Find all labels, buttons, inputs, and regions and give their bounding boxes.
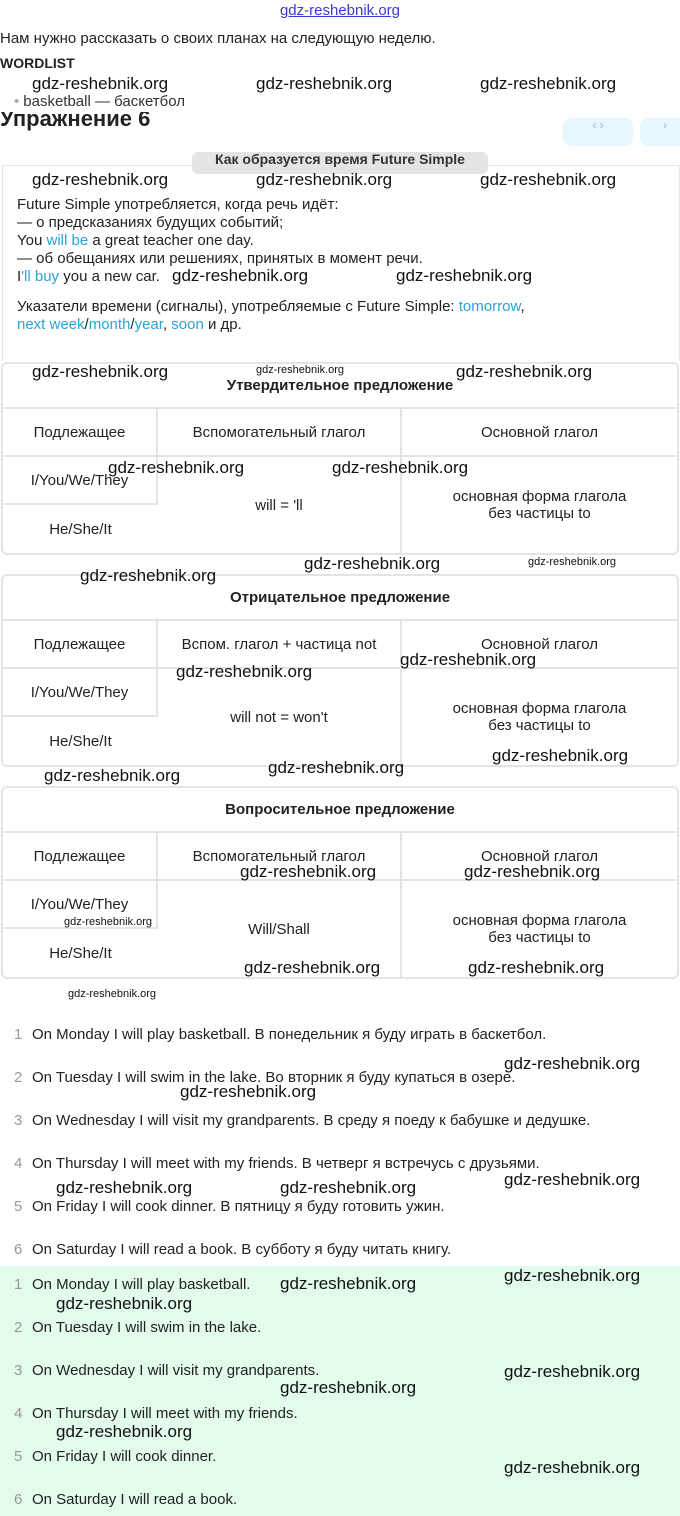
col-header: Основной глагол	[402, 833, 677, 881]
watermark: gdz-reshebnik.org	[280, 1178, 417, 1197]
watermark: gdz-reshebnik.org	[172, 266, 309, 285]
subject-cell: I/You/We/They	[3, 669, 158, 717]
sentence-item: 2 On Tuesday I will swim in the lake. Во вторник я буду купаться в озере.	[14, 1069, 516, 1086]
theory-signals: Указатели времени (сигналы), употребляемые с Future Simple: tomorrow,	[17, 298, 525, 315]
answer-item: 2 On Tuesday I will swim in the lake.	[14, 1319, 262, 1336]
watermark: gdz-reshebnik.org	[32, 170, 169, 189]
watermark: gdz-reshebnik.org	[56, 1422, 193, 1441]
sentence-item: 3 On Wednesday I will visit my grandparents. В среду я поеду к бабушке и дедушке.	[14, 1112, 591, 1129]
exercise-title: Упражнение 6	[0, 112, 151, 131]
col-header: Вспом. глагол + частица not	[158, 621, 402, 669]
subject-cell: He/She/It	[49, 944, 112, 962]
answer-item: 1 On Monday I will play basketball.	[14, 1276, 251, 1293]
watermark: gdz-reshebnik.org	[400, 650, 537, 669]
watermark: gdz-reshebnik.org	[396, 266, 533, 285]
theory-tab[interactable]: Как образуется время Future Simple	[192, 152, 488, 174]
col-header: Подлежащее	[3, 621, 158, 669]
theory-line: Future Simple употребляется, когда речь идёт:	[17, 196, 339, 213]
subject-cell: I/You/We/They	[3, 881, 158, 929]
watermark: gdz-reshebnik.org	[480, 170, 617, 189]
watermark: gdz-reshebnik.org	[68, 988, 157, 1000]
wordlist-title: WORDLIST	[0, 55, 75, 71]
main-verb-cell: основная форма глагола без частицы to	[452, 700, 627, 734]
watermark: gdz-reshebnik.org	[32, 74, 169, 93]
subject-cell: He/She/It	[49, 732, 112, 750]
main-verb-cell: основная форма глагола без частицы to	[452, 912, 627, 946]
intro-text: Нам нужно рассказать о своих планах на следующую неделю.	[0, 30, 436, 47]
prev-exercise-button[interactable]: ‹ ›	[563, 118, 633, 146]
sentence-item: 4 On Thursday I will meet with my friends. В четверг я встречусь с друзьями.	[14, 1155, 540, 1172]
question-table	[1, 786, 679, 979]
watermark: gdz-reshebnik.org	[56, 1294, 193, 1313]
watermark: gdz-reshebnik.org	[480, 74, 617, 93]
aux-cell: will not = won't	[158, 669, 402, 765]
watermark: gdz-reshebnik.org	[504, 1458, 641, 1477]
watermark: gdz-reshebnik.org	[280, 1274, 417, 1293]
watermark: gdz-reshebnik.org	[268, 758, 405, 777]
watermark: gdz-reshebnik.org	[56, 1178, 193, 1197]
next-exercise-button[interactable]: ›	[640, 118, 680, 146]
watermark: gdz-reshebnik.org	[304, 554, 441, 573]
col-header: Вспомогательный глагол	[158, 409, 402, 457]
table-title: Вопросительное предложение	[3, 788, 677, 833]
watermark: gdz-reshebnik.org	[256, 364, 345, 376]
answer-item: 4 On Thursday I will meet with my friends.	[14, 1405, 298, 1422]
subject-cell: I/You/We/They	[3, 457, 158, 505]
negative-table	[1, 574, 679, 767]
watermark: gdz-reshebnik.org	[332, 458, 469, 477]
watermark-link[interactable]: gdz-reshebnik.org	[279, 2, 401, 19]
theory-example: I'll buy you a new car.	[17, 268, 160, 285]
watermark: gdz-reshebnik.org	[244, 958, 381, 977]
answer-item: 6 On Saturday I will read a book.	[14, 1491, 238, 1508]
col-header: Подлежащее	[3, 833, 158, 881]
watermark: gdz-reshebnik.org	[492, 746, 629, 765]
watermark: gdz-reshebnik.org	[468, 958, 605, 977]
col-header: Основной глагол	[402, 409, 677, 457]
watermark: gdz-reshebnik.org	[80, 566, 217, 585]
aux-cell: will = 'll	[158, 457, 402, 553]
watermark: gdz-reshebnik.org	[256, 170, 393, 189]
watermark: gdz-reshebnik.org	[528, 556, 617, 568]
watermark: gdz-reshebnik.org	[504, 1362, 641, 1381]
watermark: gdz-reshebnik.org	[456, 362, 593, 381]
watermark: gdz-reshebnik.org	[180, 1082, 317, 1101]
watermark: gdz-reshebnik.org	[240, 862, 377, 881]
theory-signals-cont: next week/month/year, soon и др.	[17, 316, 242, 333]
watermark: gdz-reshebnik.org	[176, 662, 313, 681]
theory-line: — о предсказаниях будущих событий;	[17, 214, 284, 231]
aux-cell: Will/Shall	[158, 881, 402, 977]
sentence-item: 6 On Saturday I will read a book. В субботу я буду читать книгу.	[14, 1241, 452, 1258]
watermark: gdz-reshebnik.org	[464, 862, 601, 881]
theory-line: — об обещаниях или решениях, принятых в момент речи.	[17, 250, 423, 267]
answer-item: 5 On Friday I will cook dinner.	[14, 1448, 217, 1465]
wordlist-item: • basketball — баскетбол	[14, 93, 186, 110]
sentence-item: 1 On Monday I will play basketball. В понедельник я буду играть в баскетбол.	[14, 1026, 547, 1043]
theory-example: You will be a great teacher one day.	[17, 232, 254, 249]
answer-item: 3 On Wednesday I will visit my grandparents.	[14, 1362, 320, 1379]
table-title: Отрицательное предложение	[3, 576, 677, 621]
watermark: gdz-reshebnik.org	[504, 1266, 641, 1285]
col-header: Вспомогательный глагол	[158, 833, 402, 881]
watermark: gdz-reshebnik.org	[44, 766, 181, 785]
main-verb-cell: основная форма глагола без частицы to	[452, 488, 627, 522]
table-title: Утвердительное предложение	[3, 364, 677, 409]
watermark: gdz-reshebnik.org	[280, 1378, 417, 1397]
col-header: Основной глагол	[402, 621, 677, 669]
watermark: gdz-reshebnik.org	[504, 1170, 641, 1189]
col-header: Подлежащее	[3, 409, 158, 457]
watermark: gdz-reshebnik.org	[504, 1054, 641, 1073]
watermark: gdz-reshebnik.org	[64, 916, 153, 928]
subject-cell: He/She/It	[49, 520, 112, 538]
watermark: gdz-reshebnik.org	[108, 458, 245, 477]
sentence-item: 5 On Friday I will cook dinner. В пятницу я буду готовить ужин.	[14, 1198, 445, 1215]
watermark: gdz-reshebnik.org	[256, 74, 393, 93]
watermark: gdz-reshebnik.org	[32, 362, 169, 381]
